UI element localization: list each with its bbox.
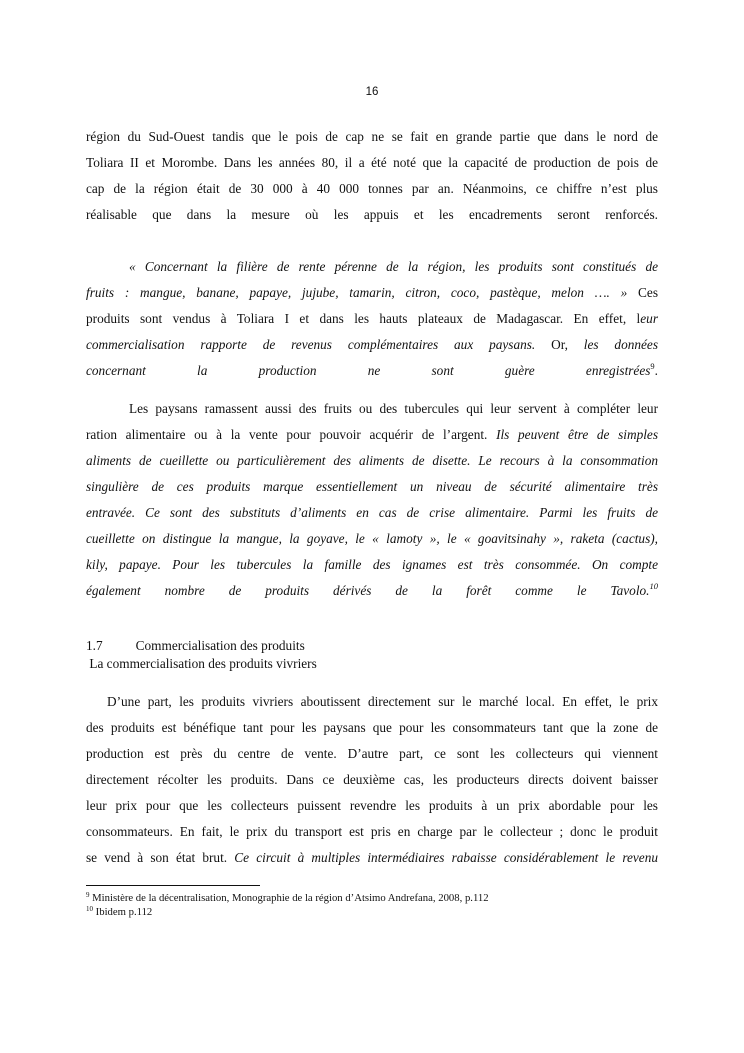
footnote-ref-10[interactable]: 10 [649,581,658,591]
paragraph-2 [86,254,658,384]
paragraph-line [86,280,658,306]
quote-line: « Concernant la filière de rente pérenne de la région, les produits sont constitués de [129,259,658,274]
footnote-text: Ministère de la décentralisation, Monographie de la région d’Atsimo Andrefana, 2008, p.112 [89,892,489,904]
paragraph-line: des produits est bénéfique tant pour les paysans que pour les consommateurs tant que la zone de [86,720,658,735]
footnote-text: Ibidem p.112 [93,906,153,918]
paragraph-line [86,578,658,604]
paragraph-line: Toliara II et Morombe. Dans les années 80, il a été noté que la capacité de production de pois de [86,155,658,170]
paragraph-line: cueillette on distingue la mangue, la goyave, le « lamoty », le « goavitsinahy », raketa (cactus), [86,531,658,546]
footnote-separator [86,885,260,886]
paragraph-line [86,358,658,384]
paragraph-text: Or, [535,337,584,352]
page-number: 16 [365,86,379,98]
italic-text: également nombre de produits dérivés de la forêt comme le Tavolo. [86,583,650,598]
paragraph-text: Ces [627,285,658,300]
paragraph-3 [86,396,658,604]
paragraph-line [86,422,658,448]
paragraph-line: cap de la région était de 30 000 à 40 000 tonnes par an. Néanmoins, ce chiffre n’est plus [86,181,658,196]
paragraph-line: leur prix pour que les collecteurs puissent revendre les produits à un prix abordable pour les [86,798,658,813]
section-title: Commercialisation des produits [135,638,305,653]
italic-text: les données [583,337,658,352]
quote-text: fruits : mangue, banane, papaye, jujube, tamarin, citron, coco, pastèque, melon …. » [86,285,628,300]
section-heading [86,637,305,655]
paragraph-line: région du Sud-Ouest tandis que le pois de cap ne se fait en grande partie que dans le nord de [86,129,658,144]
footnote-mark: 10 [86,905,93,913]
section-number: 1.7 [86,638,103,653]
italic-text: eur [640,311,658,326]
paragraph-line: directement récolter les produits. Dans ce deuxième cas, les producteurs directs doivent baisser [86,772,658,787]
paragraph-line: production est près du centre de vente. D’autre part, ce sont les collecteurs qui viennent [86,746,658,761]
paragraph-line: singulière de ces produits marque essentiellement un niveau de sécurité alimentaire très [86,479,658,494]
italic-text: commercialisation rapporte de revenus complémentaires aux paysans. [86,337,536,352]
italic-text: concernant la production ne sont guère enregistrées [86,363,651,378]
paragraph-text: produits sont vendus à Toliara I et dans les hauts plateaux de Madagascar. En effet, l [86,311,641,326]
paragraph-line: D’une part, les produits vivriers aboutissent directement sur le marché local. En effet, le prix [107,694,658,709]
italic-text: Ce circuit à multiples intermédiaires rabaisse considérablement le revenu [234,850,658,865]
paragraph-line: entravée. Ce sont des substituts d’aliments en cas de crise alimentaire. Parmi les fruits de [86,505,658,520]
footnote-10 [86,906,152,919]
footnote-mark: 9 [86,891,90,899]
footnote-ref-9[interactable]: 9 [650,361,655,371]
paragraph-1 [86,124,658,228]
paragraph-text: se vend à son état brut. [86,850,235,865]
paragraph-line [86,845,658,871]
paragraph-text: ration alimentaire ou à la vente pour pouvoir acquérir de l’argent. [86,427,497,442]
paragraph-line: réalisable que dans la mesure où les appuis et les encadrements seront renforcés. [86,207,658,222]
paragraph-line: consommateurs. En fait, le prix du transport est pris en charge par le collecteur ; donc le produit [86,824,658,839]
paragraph-line: Les paysans ramassent aussi des fruits ou des tubercules qui leur servent à compléter leur [129,401,658,416]
italic-text: Ils peuvent être de simples [496,427,659,442]
period: . [654,363,658,378]
footnote-9 [86,892,489,905]
paragraph-line [86,306,658,332]
paragraph-4 [86,689,658,871]
paragraph-line: kily, papaye. Pour les tubercules la famille des ignames est très consommée. On compte [86,557,658,572]
paragraph-line [86,332,658,358]
paragraph-line: aliments de cueillette ou particulièrement des aliments de disette. Le recours à la consommation [86,453,658,468]
section-subtitle: La commercialisation des produits vivriers [86,656,317,671]
